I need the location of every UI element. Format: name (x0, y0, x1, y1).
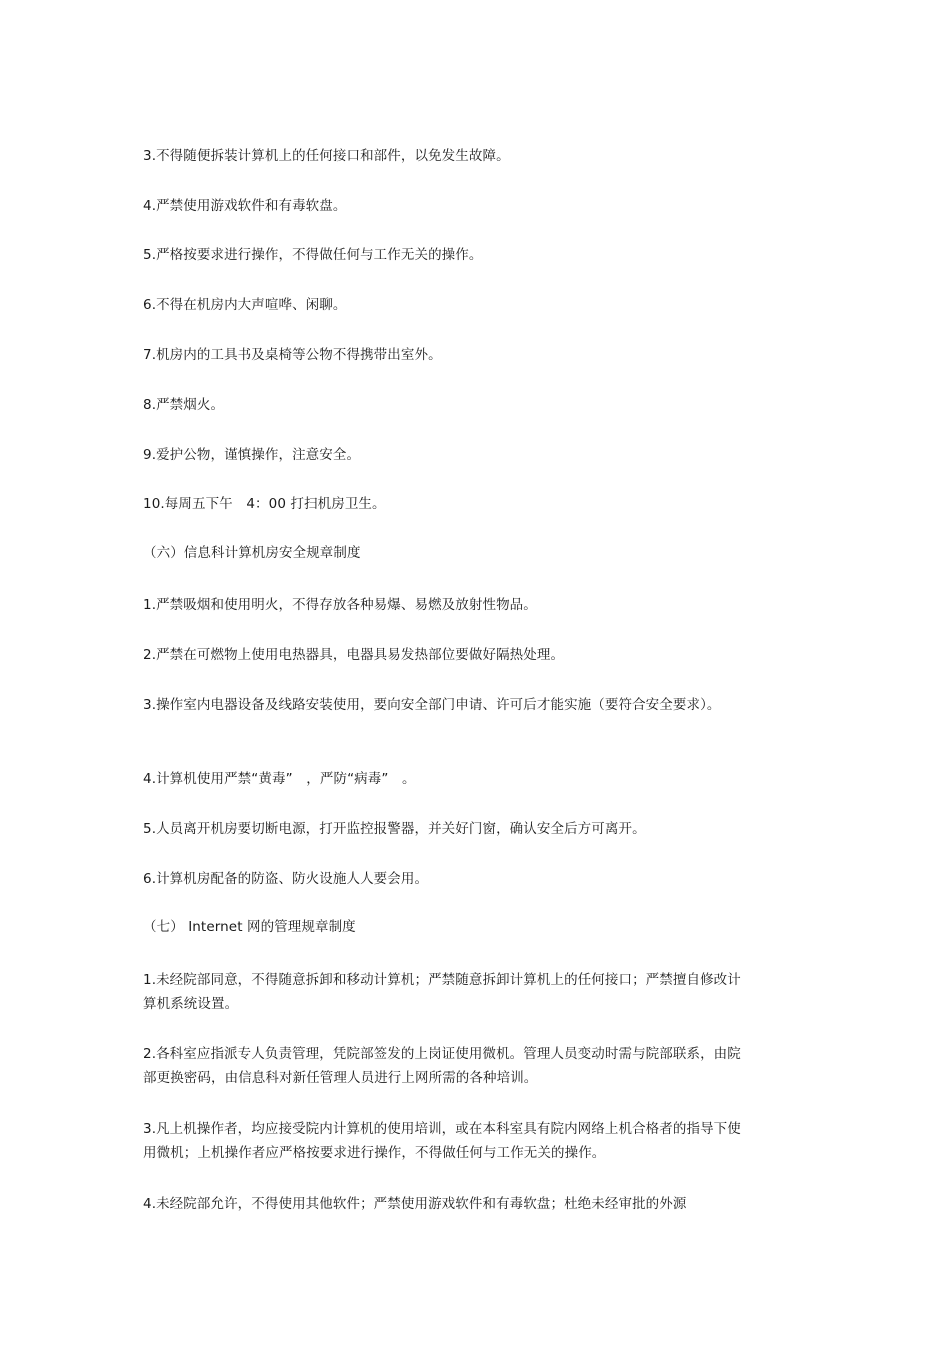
internet-rule-3: 3.凡上机操作者，均应接受院内计算机的使用培训，或在本科室具有院内网络上机合格者的指导下使用微机；上机操作者应严格按要求进行操作，不得做任何与工作无关的操作。 (143, 1121, 741, 1161)
rule-item-7: 7.机房内的工具书及桌椅等公物不得携带出室外。 (143, 347, 442, 363)
rule-item-4: 4.严禁使用游戏软件和有毒软盘。 (143, 198, 347, 214)
rule-item-10: 10.每周五下午 4：00 打扫机房卫生。 (143, 496, 386, 512)
security-rule-6: 6.计算机房配备的防盗、防火设施人人要会用。 (143, 871, 429, 887)
security-rule-2: 2.严禁在可燃物上使用电热器具，电器具易发热部位要做好隔热处理。 (143, 647, 565, 663)
security-rule-1: 1.严禁吸烟和使用明火，不得存放各种易爆、易燃及放射性物品。 (143, 597, 537, 613)
security-rule-5: 5.人员离开机房要切断电源，打开监控报警器，并关好门窗，确认安全后方可离开。 (143, 821, 646, 837)
rule-item-3: 3.不得随便拆装计算机上的任何接口和部件，以免发生故障。 (143, 148, 510, 164)
rule-item-9: 9.爱护公物，谨慎操作，注意安全。 (143, 447, 361, 463)
rule-item-5: 5.严格按要求进行操作，不得做任何与工作无关的操作。 (143, 247, 483, 263)
internet-rule-4: 4.未经院部允许，不得使用其他软件；严禁使用游戏软件和有毒软盘；杜绝未经审批的外源 (143, 1196, 687, 1212)
section-heading-6: （六）信息科计算机房安全规章制度 (143, 545, 361, 561)
section-heading-7: （七） Internet 网的管理规章制度 (143, 919, 356, 935)
rule-item-6: 6.不得在机房内大声喧哗、闲聊。 (143, 297, 347, 313)
rule-item-8: 8.严禁烟火。 (143, 397, 225, 413)
security-rule-3: 3.操作室内电器设备及线路安装使用，要向安全部门申请、许可后才能实施（要符合安全要求）。 (143, 697, 721, 713)
security-rule-4: 4.计算机使用严禁“黄毒” ，严防“病毒” 。 (143, 771, 416, 787)
internet-rule-2: 2.各科室应指派专人负责管理，凭院部签发的上岗证使用微机。管理人员变动时需与院部联系，由院部更换密码，由信息科对新任管理人员进行上网所需的各种培训。 (143, 1046, 741, 1086)
internet-rule-1: 1.未经院部同意，不得随意拆卸和移动计算机；严禁随意拆卸计算机上的任何接口；严禁擅自修改计算机系统设置。 (143, 972, 741, 1012)
